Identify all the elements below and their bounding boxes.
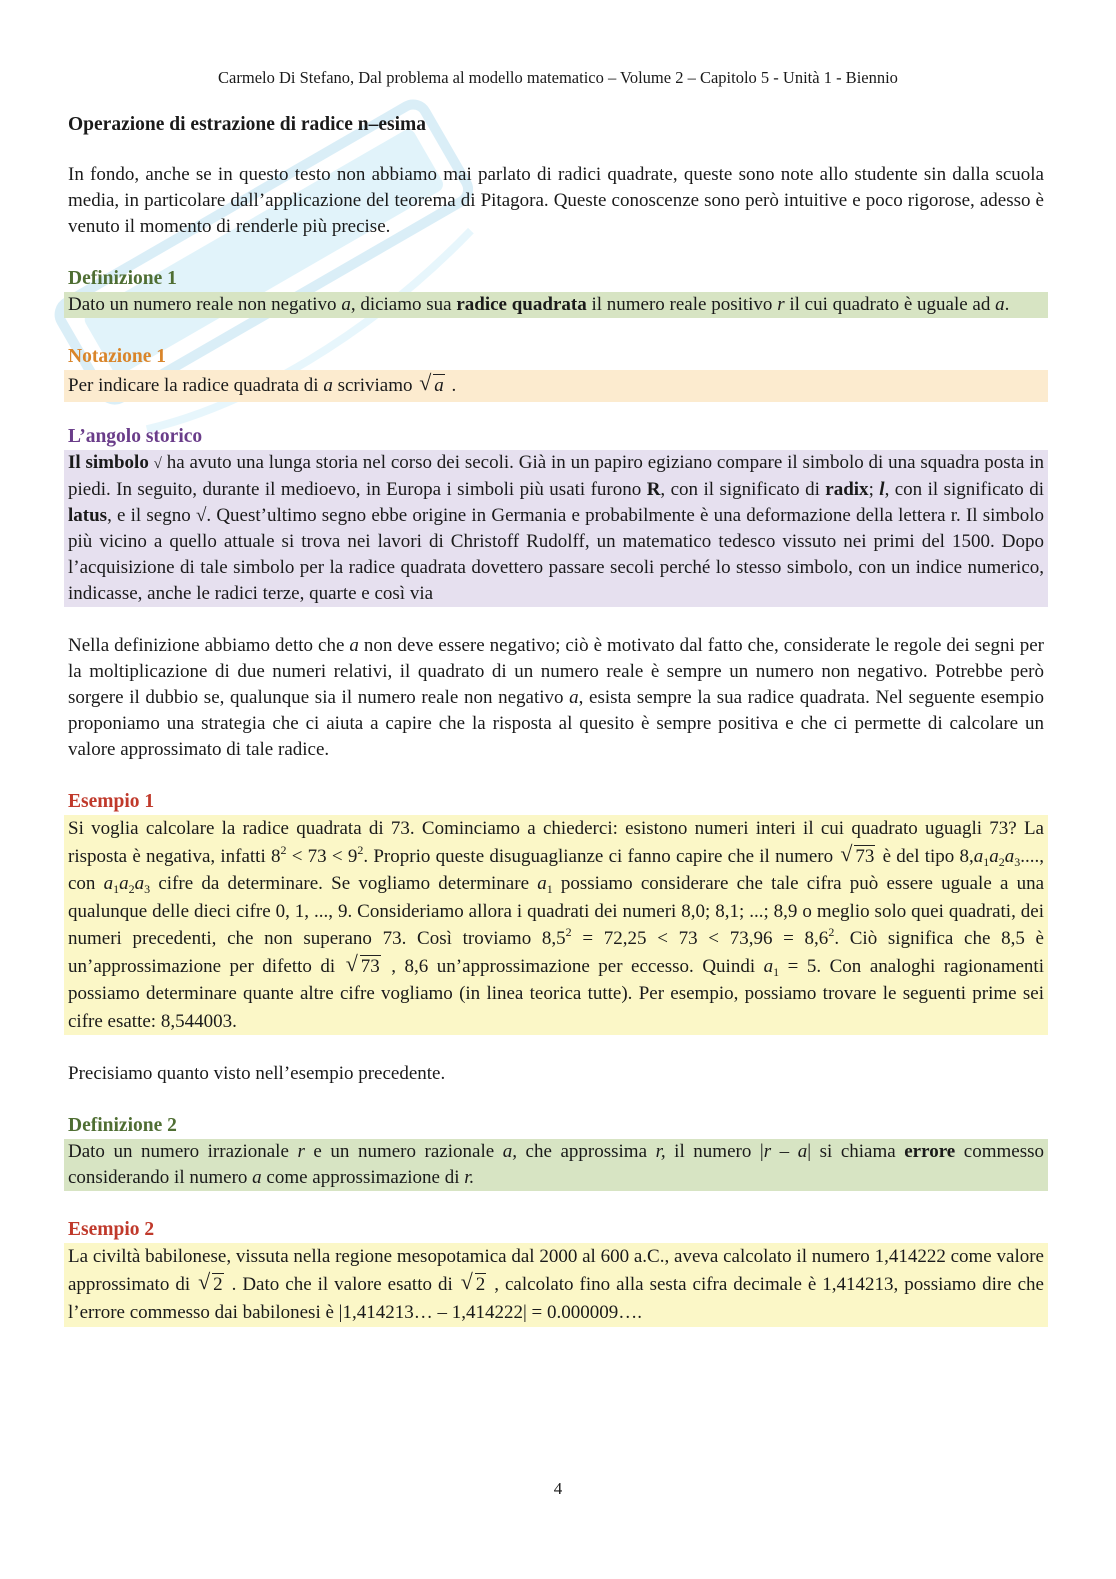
example-1-heading: Esempio 1 bbox=[68, 791, 155, 812]
definition-1-heading: Definizione 1 bbox=[68, 268, 177, 289]
sqrt-73-formula-2: √ 73 bbox=[345, 950, 380, 977]
sqrt-2-formula-2: √ 2 bbox=[460, 1269, 486, 1295]
term-errore: errore bbox=[904, 1141, 956, 1162]
sqrt-symbol-icon: √ bbox=[153, 456, 162, 472]
definition-2-heading: Definizione 2 bbox=[68, 1115, 177, 1136]
sqrt-73-formula: √ 73 bbox=[840, 840, 875, 867]
example-1-box: Si voglia calcolare la radice quadrata di 73. Cominciamo a chiederci: esistono numeri interi il cui quadrato uguagli 73? La risposta è negativa, infatti $8^2 < 73 < 9^2$. Proprio queste disuguaglianze ci fanno capire che il numero √ 73 è del tipo $8,a_1a_2a_3$...., con $a_1a_2a_3$ cifre da determinare. Se vogliamo determinare $a_1$ possiamo considerare che tale cifra può essere uguale a una qualunque delle dieci cifre 0, 1, ..., 9. Consideriamo allora i quadrati dei numeri 8,0; 8,1; ...; 8,9 o meglio solo quei quadrati, dei numeri precedenti, che non superano 73. Così troviamo $8,5^2 = 72,25 < 73 < 73,96 = 8,6^2$. Ciò significa che 8,5 è un’approssimazione per difetto di √ 73 , 8,6 un’approssimazione per eccesso. Quindi $a_1 = 5$. Con analoghi ragionamenti possiamo determinare quante altre cifre vogliamo (in linea teorica tutte). Per esempio, possiamo trovare le seguenti prime sei cifre esatte: 8,544003. bbox=[64, 815, 1048, 1035]
definition-2-box: Dato un numero irrazionale r e un numero razionale a, che approssima r, il numero |r – a| si chiama errore commesso considerando il numero a come approssimazione di r. bbox=[64, 1139, 1048, 1191]
notation-1-box: Per indicare la radice quadrata di a scriviamo √ a . bbox=[64, 370, 1048, 402]
historical-corner-heading: L’angolo storico bbox=[68, 426, 203, 447]
sqrt-a-formula: √ a bbox=[419, 370, 444, 396]
definition-1-box: Dato un numero reale non negativo a, diciamo sua radice quadrata il numero reale positivo r il cui quadrato è uguale ad a. bbox=[64, 292, 1048, 318]
historical-corner-box: Il simbolo √ ha avuto una lunga storia nel corso dei secoli. Già in un papiro egiziano compare il simbolo di una squadra posta in piedi. In seguito, durante il medioevo, in Europa i simboli più usati furono R, con il significato di radix; l, con il significato di latus, e il segno √. Quest’ultimo segno ebbe origine in Germania e probabilmente è una deformazione della lettera r. Il simbolo più vicino a quello attuale si trova nei lavori di Christoff Rudolff, un matematico tedesco vissuto nei primi del 1500. Dopo l’acquisizione di tale simbolo per la radice quadrata dovettero passare secoli perché lo stesso simbolo, con un indice numerico, indicasse, anche le radici terze, quarte e così via bbox=[64, 450, 1048, 607]
section-title: Operazione di estrazione di radice n–esima bbox=[68, 114, 426, 135]
example-2-heading: Esempio 2 bbox=[68, 1219, 155, 1240]
main-content bbox=[68, 112, 1044, 1327]
page-number: 4 bbox=[553, 1479, 563, 1498]
notation-1-heading: Notazione 1 bbox=[68, 346, 167, 367]
clarification-paragraph: Precisiamo quanto visto nell’esempio precedente. bbox=[68, 1063, 446, 1084]
running-header: Carmelo Di Stefano, Dal problema al modello matematico – Volume 2 – Capitolo 5 - Unità 1 - Biennio bbox=[218, 68, 898, 87]
intro-paragraph: In fondo, anche se in questo testo non abbiamo mai parlato di radici quadrate, queste sono note allo studente sin dalla scuola media, in particolare dall’applicazione del teorema di Pitagora. Queste conoscenze sono però intuitive e poco rigorose, adesso è venuto il momento di renderle più precise. bbox=[68, 164, 1044, 237]
definition-remark-paragraph: Nella definizione abbiamo detto che a non deve essere negativo; ciò è motivato dal fatto che, considerate le regole dei segni per la moltiplicazione di due numeri relativi, il quadrato di un numero reale è sempre un numero non negativo. Potrebbe però sorgere il dubbio se, qualunque sia il numero reale non negativo a, esista sempre la sua radice quadrata. Nel seguente esempio proponiamo una strategia che ci aiuta a capire che la risposta al quesito è sempre positiva e che ci permette di calcolare un valore approssimato di tale radice. bbox=[68, 635, 1044, 760]
sqrt-2-formula: √ 2 bbox=[198, 1269, 223, 1295]
term-radice-quadrata: radice quadrata bbox=[456, 294, 587, 315]
example-2-box: La civiltà babilonese, vissuta nella regione mesopotamica dal 2000 al 600 a.C., aveva calcolato il numero 1,414222 come valore approssimato di √ 2 . Dato che il valore esatto di √ 2 , calcolato fino alla sesta cifra decimale è 1,414213, possiamo dire che l’errore commesso dai babilonesi è |1,414213… – 1,414222| = 0.000009…. bbox=[64, 1243, 1048, 1327]
